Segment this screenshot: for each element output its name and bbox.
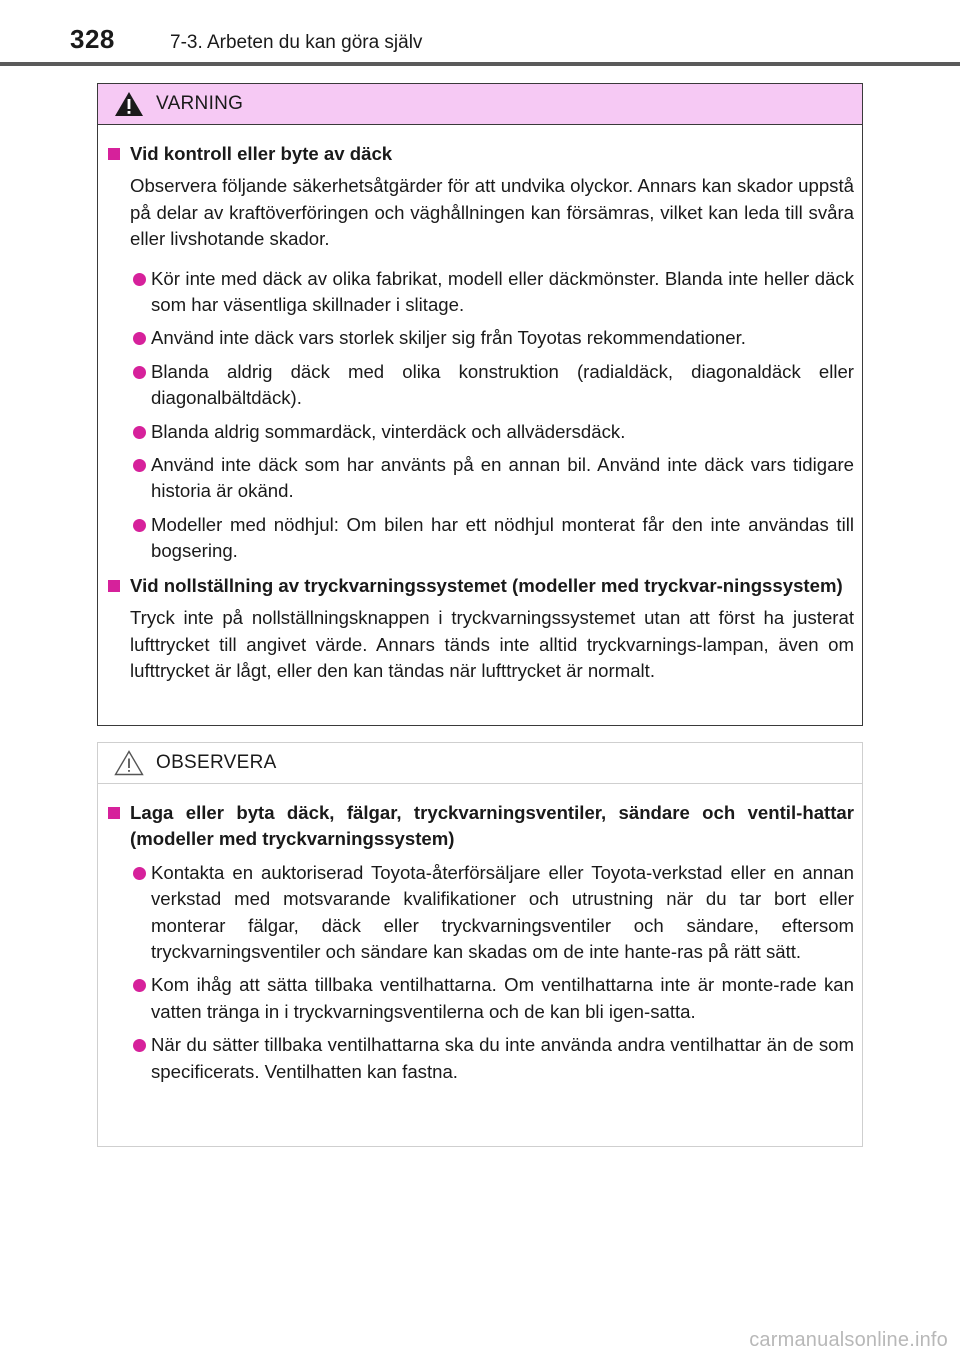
list-item-text: Modeller med nödhjul: Om bilen har ett nödhjul monterat får den inte användas till bogsering. (151, 513, 854, 562)
header-divider (0, 62, 960, 66)
list-item (106, 325, 854, 351)
page-header (0, 0, 960, 70)
caution-box (97, 742, 863, 1147)
list-item (106, 419, 854, 445)
list-item (106, 512, 854, 565)
bullet-dot-icon (133, 1039, 146, 1052)
bullet-dot-icon (133, 979, 146, 992)
caution-section-heading (106, 800, 854, 853)
warning-section-heading (106, 573, 854, 599)
caution-body (98, 784, 862, 1085)
list-item (106, 972, 854, 1025)
warning-triangle-icon (114, 91, 144, 117)
heading-text: Laga eller byta däck, fälgar, tryckvarningsventiler, sändare och ventil-hattar (modeller med tryckvarningssystem) (130, 802, 854, 850)
caution-title: OBSERVERA (156, 752, 277, 773)
square-marker-icon (108, 580, 120, 592)
list-item (106, 452, 854, 505)
page-number: 328 (70, 24, 115, 54)
list-item-text: Kom ihåg att sätta tillbaka ventilhattarna. Om ventilhattarna inte är monte-rade kan vatten tränga in i tryckvarningsventilerna och de kan bli igen-satta. (151, 974, 854, 1022)
square-marker-icon (108, 148, 120, 160)
list-item-text: Blanda aldrig sommardäck, vinterdäck och allvädersdäck. (151, 420, 626, 442)
list-item-text: Använd inte däck som har använts på en annan bil. Använd inte däck vars tidigare historia är okänd. (151, 454, 854, 502)
bullet-dot-icon (133, 459, 146, 472)
bullet-dot-icon (133, 426, 146, 439)
section-title: 7-3. Arbeten du kan göra själv (170, 32, 423, 53)
warning-intro: Observera följande säkerhetsåtgärder för att undvika olyckor. Annars kan skador uppstå på delar av kraftöverföringen och väghållningen kan försämras, vilket kan leda till svåra eller livshotande skador. (130, 175, 854, 250)
heading-text: Vid kontroll eller byte av däck (130, 143, 393, 164)
bullet-dot-icon (133, 366, 146, 379)
square-marker-icon (108, 807, 120, 819)
list-item (106, 1032, 854, 1085)
list-item-text: Blanda aldrig däck med olika konstruktion (radialdäck, diagonaldäck eller diagonalbältdäck). (151, 360, 854, 409)
heading-text: Vid nollställning av tryckvarningssystemet (modeller med tryckvar-ningssystem) (130, 574, 843, 596)
list-item-text: Kontakta en auktoriserad Toyota-återförsäljare eller Toyota-verkstad eller en annan verkstad med motsvarande kvalifikationer och utrustning när du tar bort eller monterar fälgar, däck eller tryckvarningsventiler och sändare, eftersom tryckvarningsventiler och sändare kan skadas om de inte hante-ras på rätt sätt. (151, 861, 854, 963)
warning-body (98, 125, 862, 684)
bullet-dot-icon (133, 273, 146, 286)
caution-header (98, 743, 862, 784)
bullet-dot-icon (133, 332, 146, 345)
list-item (106, 266, 854, 319)
list-item (106, 860, 854, 966)
bullet-dot-icon (133, 867, 146, 880)
warning-box (97, 83, 863, 726)
list-item (106, 359, 854, 412)
watermark: carmanualsonline.info (749, 1329, 948, 1351)
caution-triangle-icon (114, 750, 144, 776)
warning-paragraph: Tryck inte på nollställningsknappen i tryckvarningssystemet utan att först ha justerat lufttrycket till angivet värde. Annars tänds inte alltid tryckvarnings-lampan, även om lufttrycket är lågt, eller den kan tändas när lufttrycket är normalt. (130, 607, 854, 681)
list-item-text: När du sätter tillbaka ventilhattarna ska du inte använda andra ventilhattar än de som specificerats. Ventilhatten kan fastna. (151, 1034, 854, 1082)
warning-section-heading (106, 141, 854, 167)
bullet-dot-icon (133, 519, 146, 532)
warning-title: VARNING (156, 93, 244, 114)
list-item-text: Använd inte däck vars storlek skiljer sig från Toyotas rekommendationer. (151, 327, 746, 349)
warning-header (98, 84, 862, 125)
list-item-text: Kör inte med däck av olika fabrikat, modell eller däckmönster. Blanda inte heller däck som har väsentliga skillnader i slitage. (151, 267, 854, 316)
